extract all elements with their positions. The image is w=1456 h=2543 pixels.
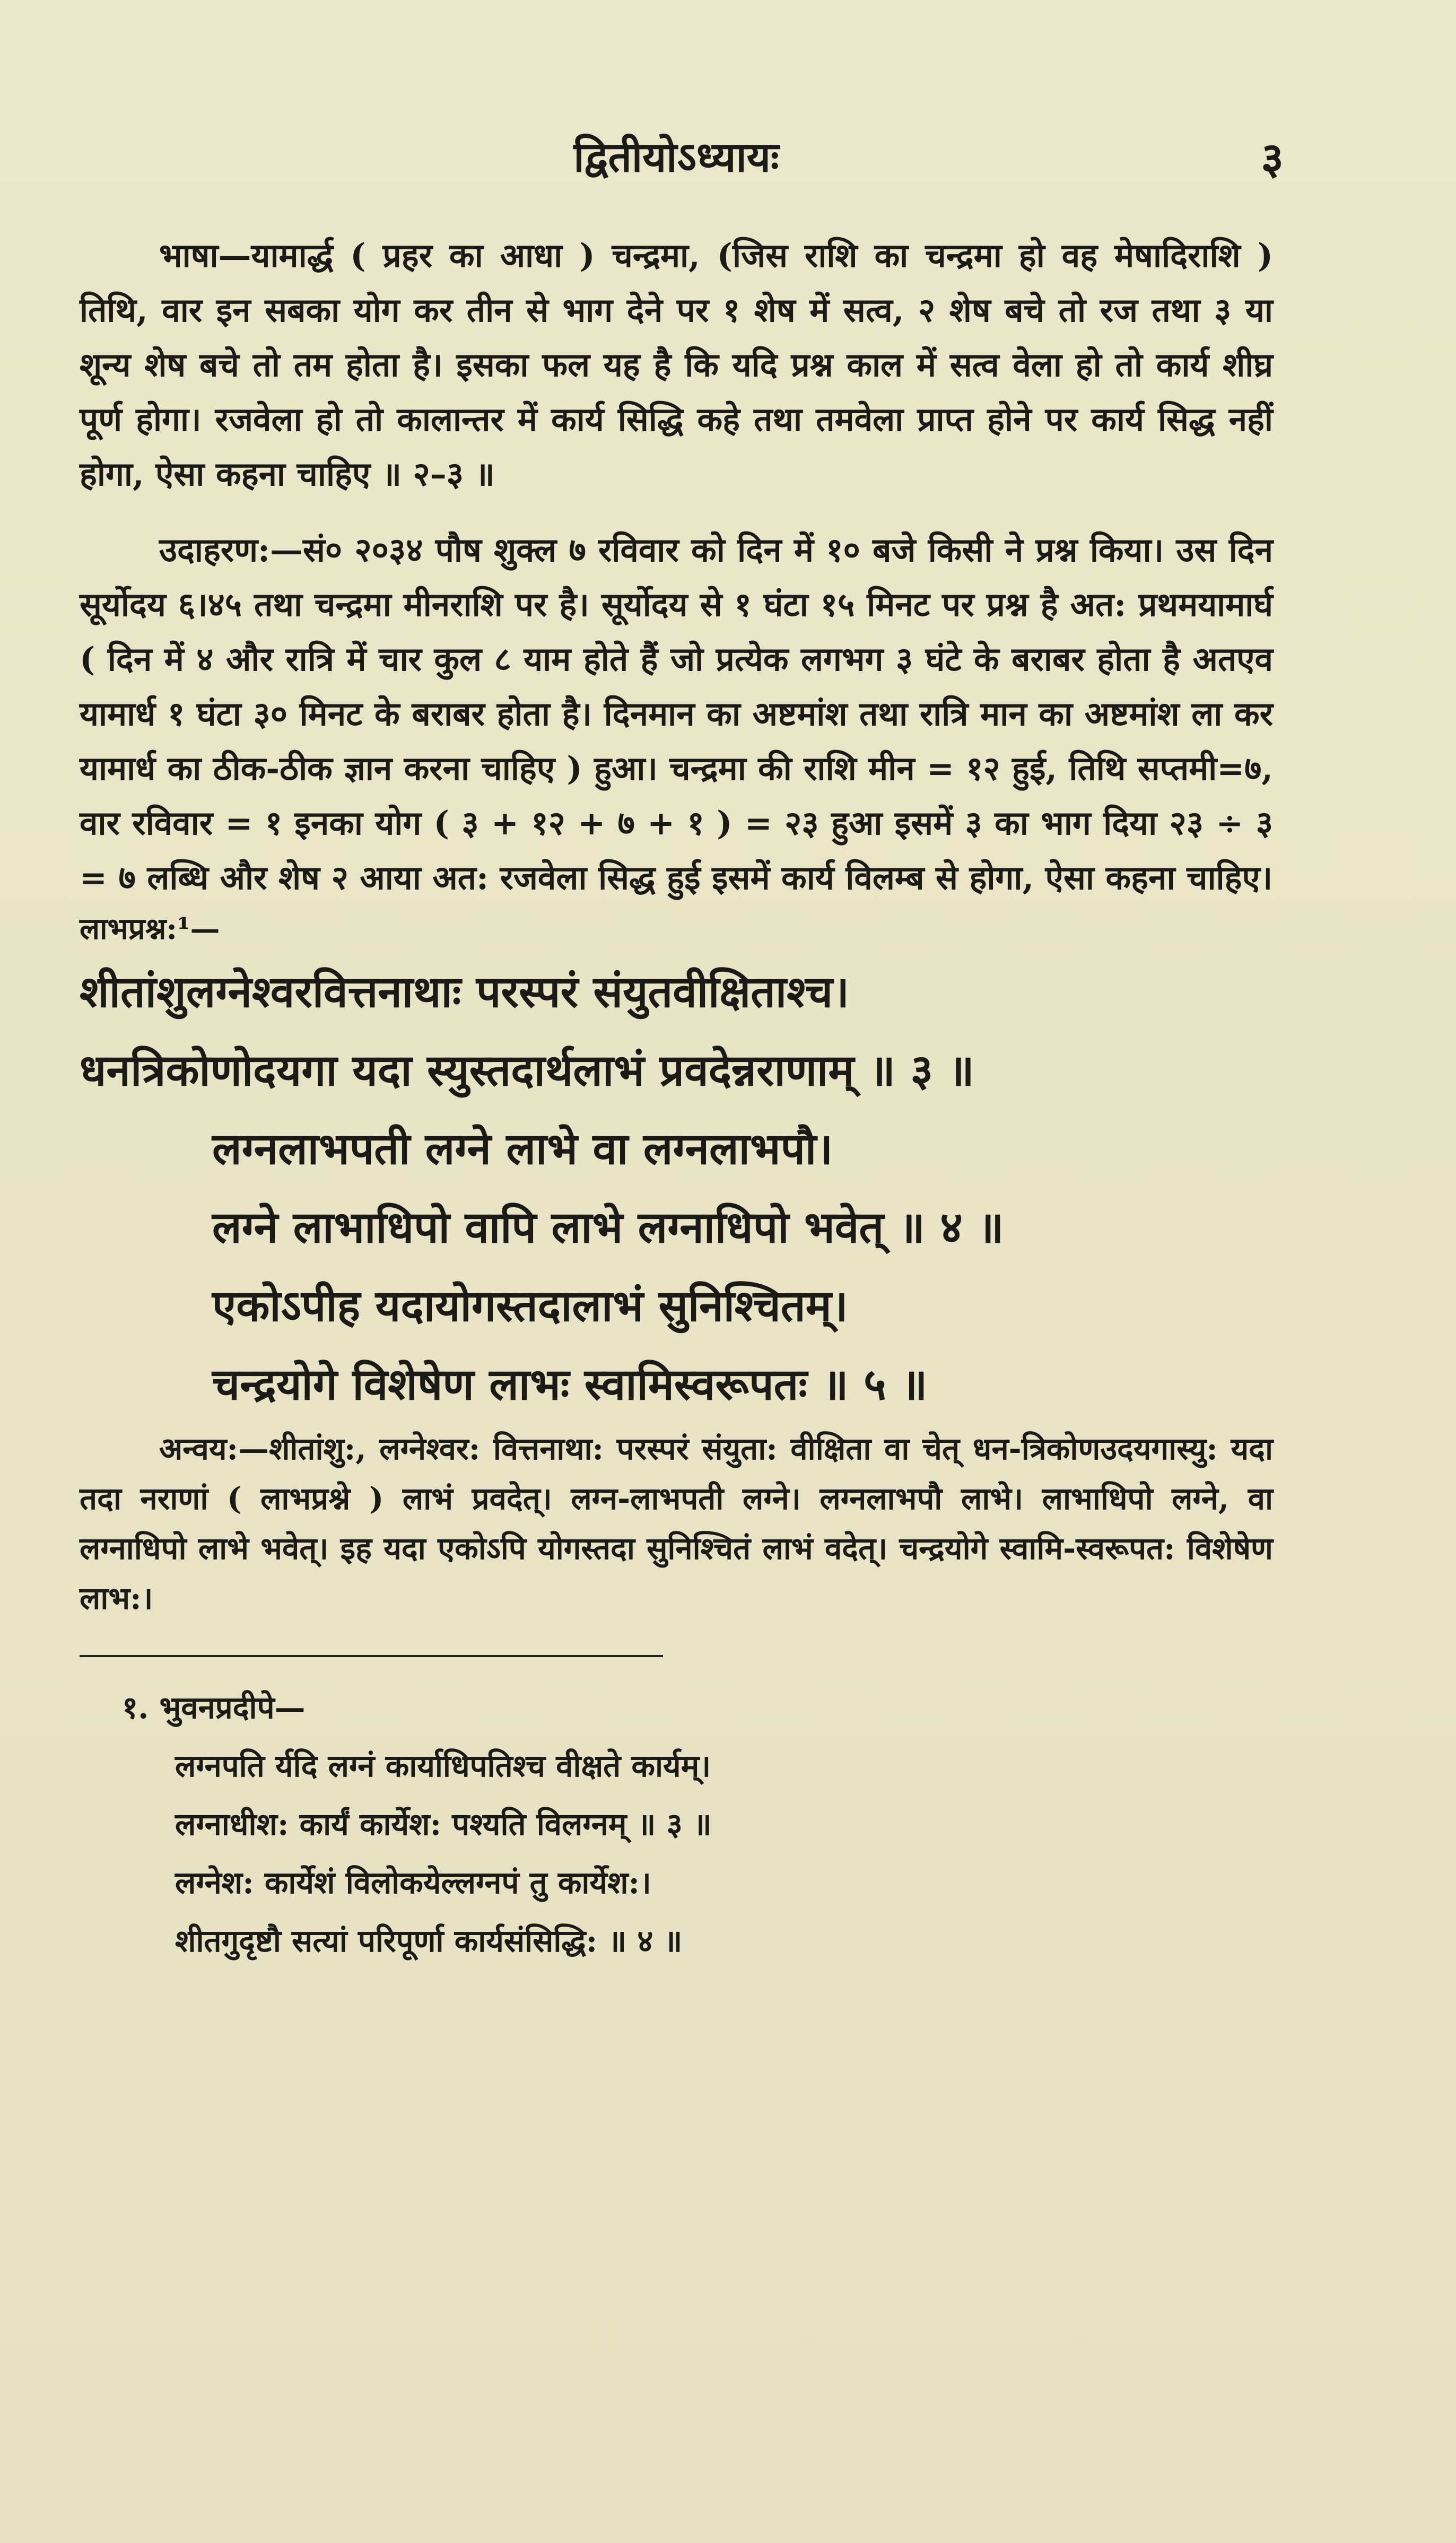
running-title: द्वितीयोऽध्यायः [573, 133, 779, 181]
verse-line: चन्द्रयोगे विशेषेण लाभः स्वामिस्वरूपतः ॥ ५ ॥ [212, 1359, 928, 1410]
bhasha-paragraph: भाषा—यामार्द्ध ( प्रहर का आधा ) चन्द्रमा, (जिस राशि का चन्द्रमा हो वह मेषादिराशि ) तिथि, वार इन सबका योग कर तीन से भाग देने पर १ शेष में सत्व, २ शेष बचे तो रज तथा ३ या शून्य शेष बचे तो तम होता है। इसका फल यह है कि यदि प्रश्न काल में सत्व वेला हो तो कार्य शीघ्र पूर्ण होगा। रजवेला हो तो कालान्तर में कार्य सिद्धि कहे तथा तमवेला प्राप्त होने पर कार्य सिद्ध नहीं होगा, ऐसा कहना चाहिए ॥ २–३ ॥ [80, 236, 1273, 493]
footnote-line: लग्नपति र्यदि लग्नं कार्याधिपतिश्च वीक्षते कार्यम्। [175, 1748, 711, 1784]
verse-line: शीतांशुलग्नेश्वरवित्तनाथाः परस्परं संयुतवीक्षिताश्च। [80, 966, 850, 1017]
verse-line: लग्नलाभपती लग्ने लाभे वा लग्नलाभपौ। [212, 1124, 833, 1174]
footnote-line: लग्नेश: कार्येशं विलोकयेल्लग्नपं तु कार्येश:। [175, 1865, 651, 1901]
anvaya-paragraph: अन्वय:—शीतांशु:, लग्नेश्वर: वित्तनाथा: परस्परं संयुता: वीक्षिता वा चेत् धन-त्रिकोणउदयगास्यु: यदा तदा नराणां ( लाभप्रश्ने ) लाभं प्रवदेत्। लग्न-लाभपती लग्ने। लग्नलाभपौ लाभे। लाभाधिपो लग्ने, वा लग्नाधिपो लाभे भवेत्। इह यदा एकोऽपि योगस्तदा सुनिश्चितं लाभं वदेत्। चन्द्रयोगे स्वामि-स्वरूपत: विशेषेण लाभ:। [80, 1431, 1273, 1616]
footnote-line: लग्नाधीश: कार्यं कार्येश: पश्यति विलग्नम् ॥ ३ ॥ [175, 1806, 712, 1842]
footnote-divider [80, 1655, 663, 1657]
verse-line: लग्ने लाभाधिपो वापि लाभे लग्नाधिपो भवेत् ॥ ४ ॥ [212, 1202, 1004, 1253]
section-label: लाभप्रश्न:¹— [80, 911, 220, 946]
verse-line: धनत्रिकोणोदयगा यदा स्युस्तदार्थलाभं प्रवदेन्नराणाम् ॥ ३ ॥ [80, 1045, 974, 1096]
page-header [80, 127, 1284, 191]
footnote-line: शीतगुदृष्टौ सत्यां परिपूर्णा कार्यसंसिद्धि: ॥ ४ ॥ [175, 1923, 683, 1959]
verse-line: एकोऽपीह यदायोगस्तदालाभं सुनिश्चितम्। [212, 1281, 848, 1331]
example-paragraph: उदाहरण:—सं० २०३४ पौष शुक्ल ७ रविवार को दिन में १० बजे किसी ने प्रश्न किया। उस दिन सूर्योदय ६।४५ तथा चन्द्रमा मीनराशि पर है। सूर्योदय से १ घंटा १५ मिनट पर प्रश्न है अत: प्रथमयामार्घ ( दिन में ४ और रात्रि में चार कुल ८ याम होते हैं जो प्रत्येक लगभग ३ घंटे के बराबर होता है अतएव यामार्ध १ घंटा ३० मिनट के बराबर होता है। दिनमान का अष्टमांश तथा रात्रि मान का अष्टमांश ला कर यामार्ध का ठीक-ठीक ज्ञान करना चाहिए ) हुआ। चन्द्रमा की राशि मीन = १२ हुई, तिथि सप्तमी=७, वार रविवार = १ इनका योग ( ३ + १२ + ७ + १ ) = २३ हुआ इसमें ३ का भाग दिया २३ ÷ ३ = ७ लब्धि और शेष २ आया अत: रजवेला सिद्ध हुई इसमें कार्य विलम्ब से होगा, ऐसा कहना चाहिए। [80, 530, 1273, 897]
page-number: ३ [1261, 133, 1284, 184]
page-content [80, 228, 1273, 1970]
footnote-heading: १. भुवनप्रदीपे— [122, 1689, 306, 1726]
